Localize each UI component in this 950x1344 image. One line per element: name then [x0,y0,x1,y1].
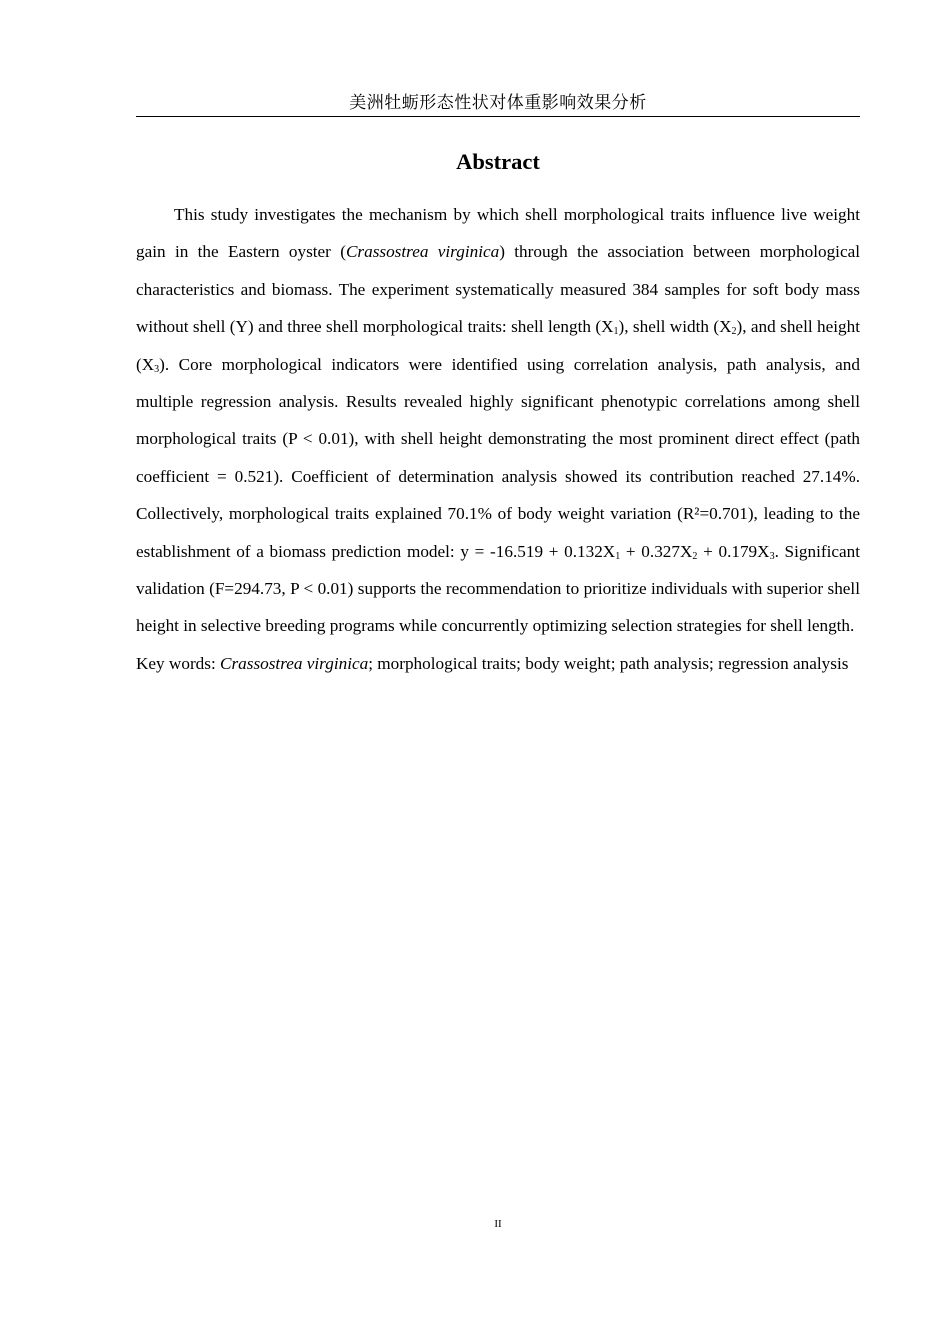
keywords-list: ; morphological traits; body weight; path analysis; regression analysis [368,653,849,673]
abstract-text-part: ), shell width (X [618,317,732,337]
subscript: 1 [615,550,621,562]
subscript: 2 [692,550,698,562]
abstract-paragraph [136,196,860,645]
subscript: 3 [154,363,160,375]
subscript: 2 [731,326,737,338]
abstract-body [136,196,860,682]
abstract-text-part: + 0.327X [620,541,693,561]
subscript: 3 [769,550,775,562]
page-number: II [494,1218,502,1230]
subscript: 1 [613,326,619,338]
keywords-paragraph [136,645,860,682]
abstract-title: Abstract [456,149,540,174]
abstract-text-part: . Significant validation (F=294.73, P < 0.01) supports the recommendation to prioritize individuals with superior shell height in selective breeding programs while concurrently optimizing selection strategies for shell length. [136,541,860,636]
running-header: 美洲牡蛎形态性状对体重影响效果分析 [136,90,860,117]
keywords-species: Crassostrea virginica [220,653,369,673]
species-name: Crassostrea virginica [345,242,500,262]
abstract-text-part: + 0.179X [697,541,770,561]
keywords-label: Key words: [136,653,221,673]
abstract-text-part: ). Core morphological indicators were identified using correlation analysis, path analysis, and multiple regression analysis. Results revealed highly significant phenotypic correlations among shell morphological traits (P < 0.01), with shell height demonstrating the most prominent direct effect (path coefficient = 0.521). Coefficient of determination analysis showed its contribution reached 27.14%. Collectively, morphological traits explained 70.1% of body weight variation (R²=0.701), leading to the establishment of a biomass prediction model: y = -16.519 + 0.132X [136,354,860,561]
abstract-text-part: ), and shell height (X [136,317,860,374]
abstract-text-part: This study investigates the mechanism by which shell morphological traits influence live weight gain in the Eastern oyster ( [136,205,860,262]
abstract-text-part: ) through the association between morphological characteristics and biomass. The experiment systematically measured 384 samples for soft body mass without shell (Y) and three shell morphological traits: shell length (X [136,242,860,337]
